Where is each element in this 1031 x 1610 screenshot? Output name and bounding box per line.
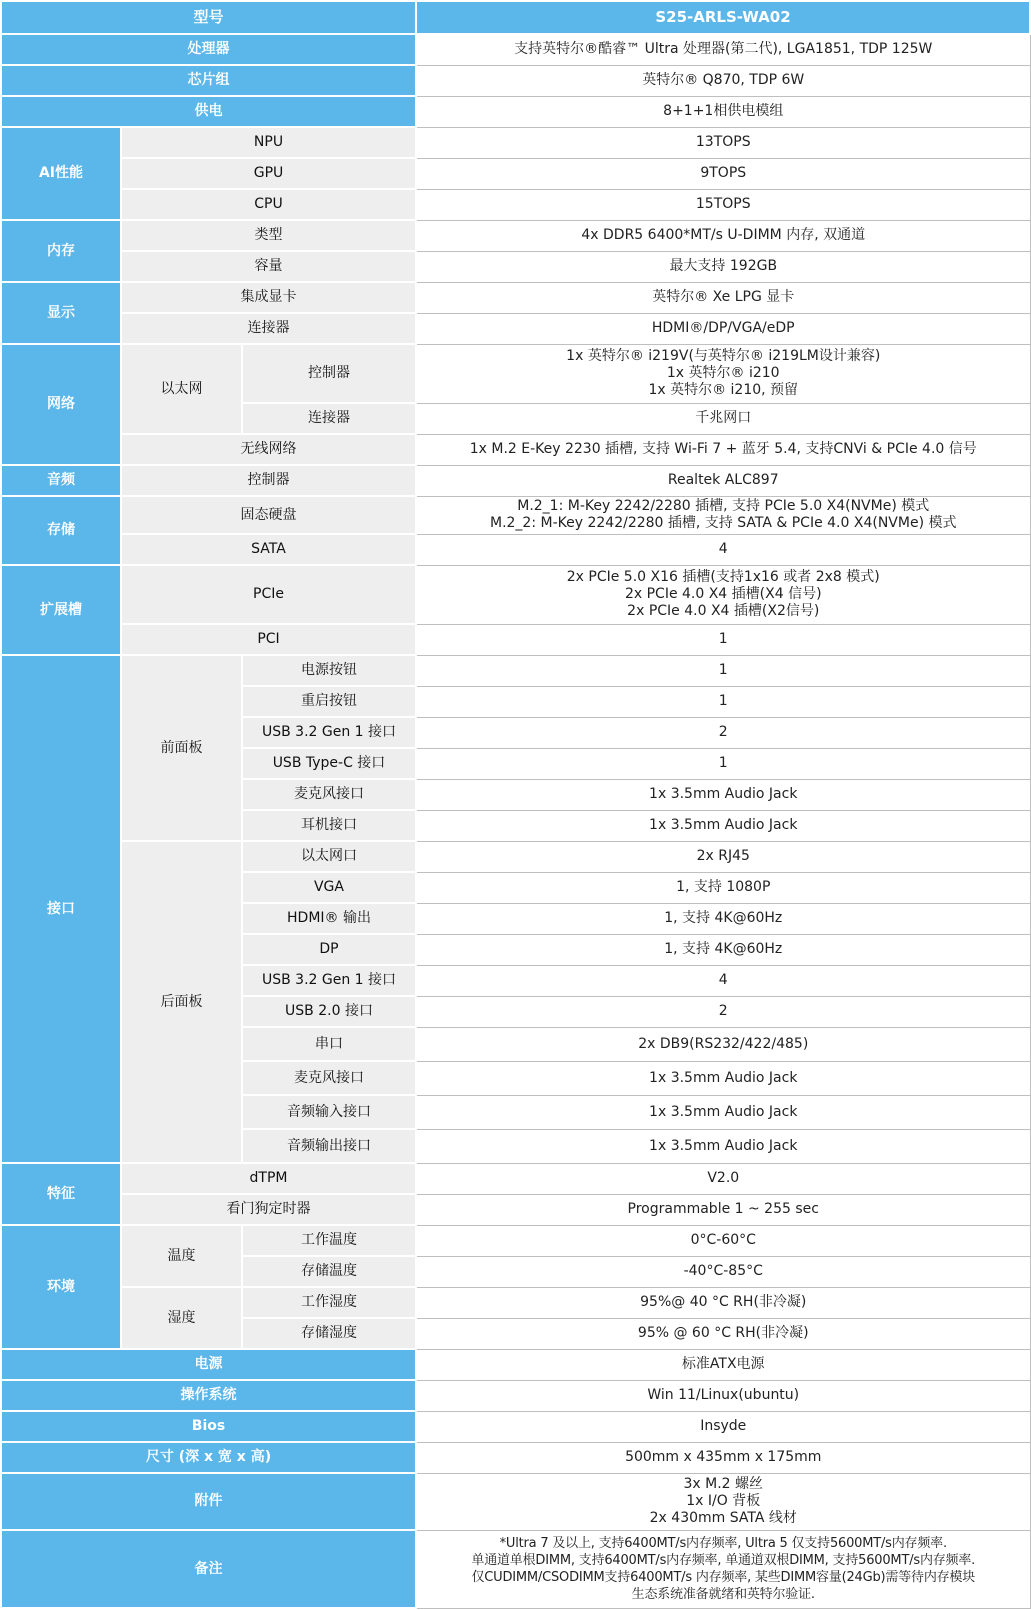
memory-capacity-row <box>1 251 1030 282</box>
front-io-label: USB 3.2 Gen 1 接口 <box>242 717 416 748</box>
sata-value: 4 <box>416 534 1030 565</box>
cpu-value: 15TOPS <box>416 189 1030 220</box>
rear-io-label: 麦克风接口 <box>242 1061 416 1095</box>
operating-temperature-value: 0°C-60°C <box>416 1225 1030 1256</box>
ai-cpu-row <box>1 189 1030 220</box>
memory-capacity-label: 容量 <box>121 251 416 282</box>
rear-io-label: VGA <box>242 872 416 903</box>
front-io-value: 1 <box>416 748 1030 779</box>
ethernet-controller-value <box>416 344 1030 403</box>
ethernet-controller-label: 控制器 <box>242 344 416 403</box>
accessories-label: 附件 <box>1 1473 416 1530</box>
operating-humidity-label: 工作湿度 <box>242 1287 416 1318</box>
psu-label: 电源 <box>1 1349 416 1380</box>
rear-io-label: 音频输入接口 <box>242 1095 416 1129</box>
rear-io-label: 串口 <box>242 1027 416 1061</box>
model-label: 型号 <box>1 1 416 34</box>
rear-io-value: 1x 3.5mm Audio Jack <box>416 1061 1030 1095</box>
note-line: 生态系统准备就绪和英特尔验证. <box>631 1587 815 1602</box>
memory-capacity-value: 最大支持 192GB <box>416 251 1030 282</box>
model-name: S25-ARLS-WA02 <box>416 1 1030 34</box>
ai-gpu-row <box>1 158 1030 189</box>
rear-io-value: 2x RJ45 <box>416 841 1030 872</box>
accessory-line: 2x 430mm SATA 线材 <box>649 1510 797 1526</box>
dtpm-row <box>1 1163 1030 1194</box>
rear-io-label: USB 3.2 Gen 1 接口 <box>242 965 416 996</box>
bios-row <box>1 1411 1030 1442</box>
ssd-value <box>416 496 1030 534</box>
storage-humidity-value: 95% @ 60 °C RH(非冷凝) <box>416 1318 1030 1349</box>
rear-panel-label: 后面板 <box>121 841 242 1163</box>
display-connector-value: HDMI®/DP/VGA/eDP <box>416 313 1030 344</box>
dimensions-row <box>1 1442 1030 1473</box>
io-label: 接口 <box>1 655 121 1163</box>
rear-io-value: 1x 3.5mm Audio Jack <box>416 1095 1030 1129</box>
front-io-label: 麦克风接口 <box>242 779 416 810</box>
display-igpu-row <box>1 282 1030 313</box>
rear-io-label: DP <box>242 934 416 965</box>
wireless-value: 1x M.2 E-Key 2230 插槽, 支持 Wi-Fi 7 + 蓝牙 5.4, 支持CNVi & PCIe 4.0 信号 <box>416 434 1030 465</box>
ssd-line: M.2_1: M-Key 2242/2280 插槽, 支持 PCIe 5.0 X4(NVMe) 模式 <box>517 498 930 514</box>
ethernet-controller-line: 1x 英特尔® i219V(与英特尔® i219LM设计兼容) <box>566 348 881 364</box>
display-connector-label: 连接器 <box>121 313 416 344</box>
notes-value <box>416 1530 1030 1608</box>
dimensions-value: 500mm x 435mm x 175mm <box>416 1442 1030 1473</box>
watchdog-label: 看门狗定时器 <box>121 1194 416 1225</box>
front-io-label: 耳机接口 <box>242 810 416 841</box>
os-label: 操作系统 <box>1 1380 416 1411</box>
rear-io-value: 1, 支持 1080P <box>416 872 1030 903</box>
features-label: 特征 <box>1 1163 121 1225</box>
ethernet-controller-row <box>1 344 1030 403</box>
rear-io-value: 2x DB9(RS232/422/485) <box>416 1027 1030 1061</box>
npu-value: 13TOPS <box>416 127 1030 158</box>
front-io-value: 2 <box>416 717 1030 748</box>
rear-io-label: HDMI® 输出 <box>242 903 416 934</box>
front-io-label: 电源按钮 <box>242 655 416 686</box>
processor-label: 处理器 <box>1 34 416 65</box>
igpu-label: 集成显卡 <box>121 282 416 313</box>
note-line: 单通道单根DIMM, 支持6400MT/s内存频率, 单通道双根DIMM, 支持5600MT/s内存频率. <box>471 1553 976 1568</box>
pci-row <box>1 624 1030 655</box>
igpu-value: 英特尔® Xe LPG 显卡 <box>416 282 1030 313</box>
gpu-value: 9TOPS <box>416 158 1030 189</box>
pcie-row <box>1 565 1030 624</box>
front-io-value: 1 <box>416 686 1030 717</box>
accessories-row <box>1 1473 1030 1530</box>
notes-row <box>1 1530 1030 1608</box>
humidity-label: 湿度 <box>121 1287 242 1349</box>
psu-value: 标准ATX电源 <box>416 1349 1030 1380</box>
memory-type-value: 4x DDR5 6400*MT/s U-DIMM 内存, 双通道 <box>416 220 1030 251</box>
audio-controller-label: 控制器 <box>121 465 416 496</box>
bios-value: Insyde <box>416 1411 1030 1442</box>
rear-io-label: USB 2.0 接口 <box>242 996 416 1027</box>
ssd-label: 固态硬盘 <box>121 496 416 534</box>
power-supply-row <box>1 96 1030 127</box>
watchdog-value: Programmable 1 ~ 255 sec <box>416 1194 1030 1225</box>
rear-io-label: 以太网口 <box>242 841 416 872</box>
front-io-label: USB Type-C 接口 <box>242 748 416 779</box>
ethernet-connector-label: 连接器 <box>242 403 416 434</box>
operating-humidity-row <box>1 1287 1030 1318</box>
rear-io-value: 2 <box>416 996 1030 1027</box>
dimensions-label: 尺寸 (深 x 宽 x 高) <box>1 1442 416 1473</box>
processor-value: 支持英特尔®酷睿™ Ultra 处理器(第二代), LGA1851, TDP 125W <box>416 34 1030 65</box>
chipset-value: 英特尔® Q870, TDP 6W <box>416 65 1030 96</box>
wireless-label: 无线网络 <box>121 434 416 465</box>
operating-temperature-row <box>1 1225 1030 1256</box>
memory-label: 内存 <box>1 220 121 282</box>
gpu-label: GPU <box>121 158 416 189</box>
rear-io-value: 4 <box>416 965 1030 996</box>
expansion-label: 扩展槽 <box>1 565 121 655</box>
operating-humidity-value: 95%@ 40 °C RH(非冷凝) <box>416 1287 1030 1318</box>
rear-io-value: 1, 支持 4K@60Hz <box>416 903 1030 934</box>
front-io-value: 1x 3.5mm Audio Jack <box>416 810 1030 841</box>
os-value: Win 11/Linux(ubuntu) <box>416 1380 1030 1411</box>
ethernet-connector-value: 千兆网口 <box>416 403 1030 434</box>
pcie-value <box>416 565 1030 624</box>
header-row <box>1 1 1030 34</box>
bios-label: Bios <box>1 1411 416 1442</box>
front-io-value: 1 <box>416 655 1030 686</box>
pci-value: 1 <box>416 624 1030 655</box>
dtpm-value: V2.0 <box>416 1163 1030 1194</box>
wireless-row <box>1 434 1030 465</box>
network-label: 网络 <box>1 344 121 465</box>
operating-temperature-label: 工作温度 <box>242 1225 416 1256</box>
audio-label: 音频 <box>1 465 121 496</box>
ethernet-controller-line: 1x 英特尔® i210, 预留 <box>648 382 799 398</box>
display-label: 显示 <box>1 282 121 344</box>
pci-label: PCI <box>121 624 416 655</box>
dtpm-label: dTPM <box>121 1163 416 1194</box>
pcie-line: 2x PCIe 5.0 X16 插槽(支持1x16 或者 2x8 模式) <box>566 569 880 585</box>
audio-row <box>1 465 1030 496</box>
power-supply-label: 供电 <box>1 96 416 127</box>
storage-humidity-label: 存储湿度 <box>242 1318 416 1349</box>
display-connector-row <box>1 313 1030 344</box>
ethernet-label: 以太网 <box>121 344 242 434</box>
pcie-line: 2x PCIe 4.0 X4 插槽(X4 信号) <box>624 586 822 602</box>
storage-temperature-value: -40°C-85°C <box>416 1256 1030 1287</box>
accessory-line: 3x M.2 螺丝 <box>683 1476 764 1492</box>
front-io-label: 重启按钮 <box>242 686 416 717</box>
notes-label: 备注 <box>1 1530 416 1608</box>
sata-label: SATA <box>121 534 416 565</box>
storage-label: 存储 <box>1 496 121 565</box>
cpu-label: CPU <box>121 189 416 220</box>
npu-label: NPU <box>121 127 416 158</box>
ai-label: AI性能 <box>1 127 121 220</box>
memory-type-row <box>1 220 1030 251</box>
processor-row <box>1 34 1030 65</box>
temperature-label: 温度 <box>121 1225 242 1287</box>
ssd-line: M.2_2: M-Key 2242/2280 插槽, 支持 SATA & PCIe 4.0 X4(NVMe) 模式 <box>490 515 957 531</box>
environment-label: 环境 <box>1 1225 121 1349</box>
os-row <box>1 1380 1030 1411</box>
rear-io-value: 1, 支持 4K@60Hz <box>416 934 1030 965</box>
accessories-value <box>416 1473 1030 1530</box>
psu-row <box>1 1349 1030 1380</box>
front-panel-label: 前面板 <box>121 655 242 841</box>
rear-io-row <box>1 841 1030 872</box>
power-supply-value: 8+1+1相供电模组 <box>416 96 1030 127</box>
memory-type-label: 类型 <box>121 220 416 251</box>
front-io-row <box>1 655 1030 686</box>
accessory-line: 1x I/O 背板 <box>686 1493 761 1509</box>
note-line: *Ultra 7 及以上, 支持6400MT/s内存频率, Ultra 5 仅支持5600MT/s内存频率. <box>499 1536 947 1551</box>
note-line: 仅CUDIMM/CSODIMM支持6400MT/s 内存频率, 某些DIMM容量(24Gb)需等待内存模块 <box>471 1570 976 1585</box>
storage-temperature-label: 存储温度 <box>242 1256 416 1287</box>
ethernet-controller-line: 1x 英特尔® i210 <box>666 365 780 381</box>
rear-io-label: 音频输出接口 <box>242 1129 416 1163</box>
ai-npu-row <box>1 127 1030 158</box>
sata-row <box>1 534 1030 565</box>
watchdog-row <box>1 1194 1030 1225</box>
rear-io-value: 1x 3.5mm Audio Jack <box>416 1129 1030 1163</box>
pcie-line: 2x PCIe 4.0 X4 插槽(X2信号) <box>627 603 820 619</box>
chipset-row <box>1 65 1030 96</box>
audio-controller-value: Realtek ALC897 <box>416 465 1030 496</box>
chipset-label: 芯片组 <box>1 65 416 96</box>
pcie-label: PCIe <box>121 565 416 624</box>
front-io-value: 1x 3.5mm Audio Jack <box>416 779 1030 810</box>
ssd-row <box>1 496 1030 534</box>
